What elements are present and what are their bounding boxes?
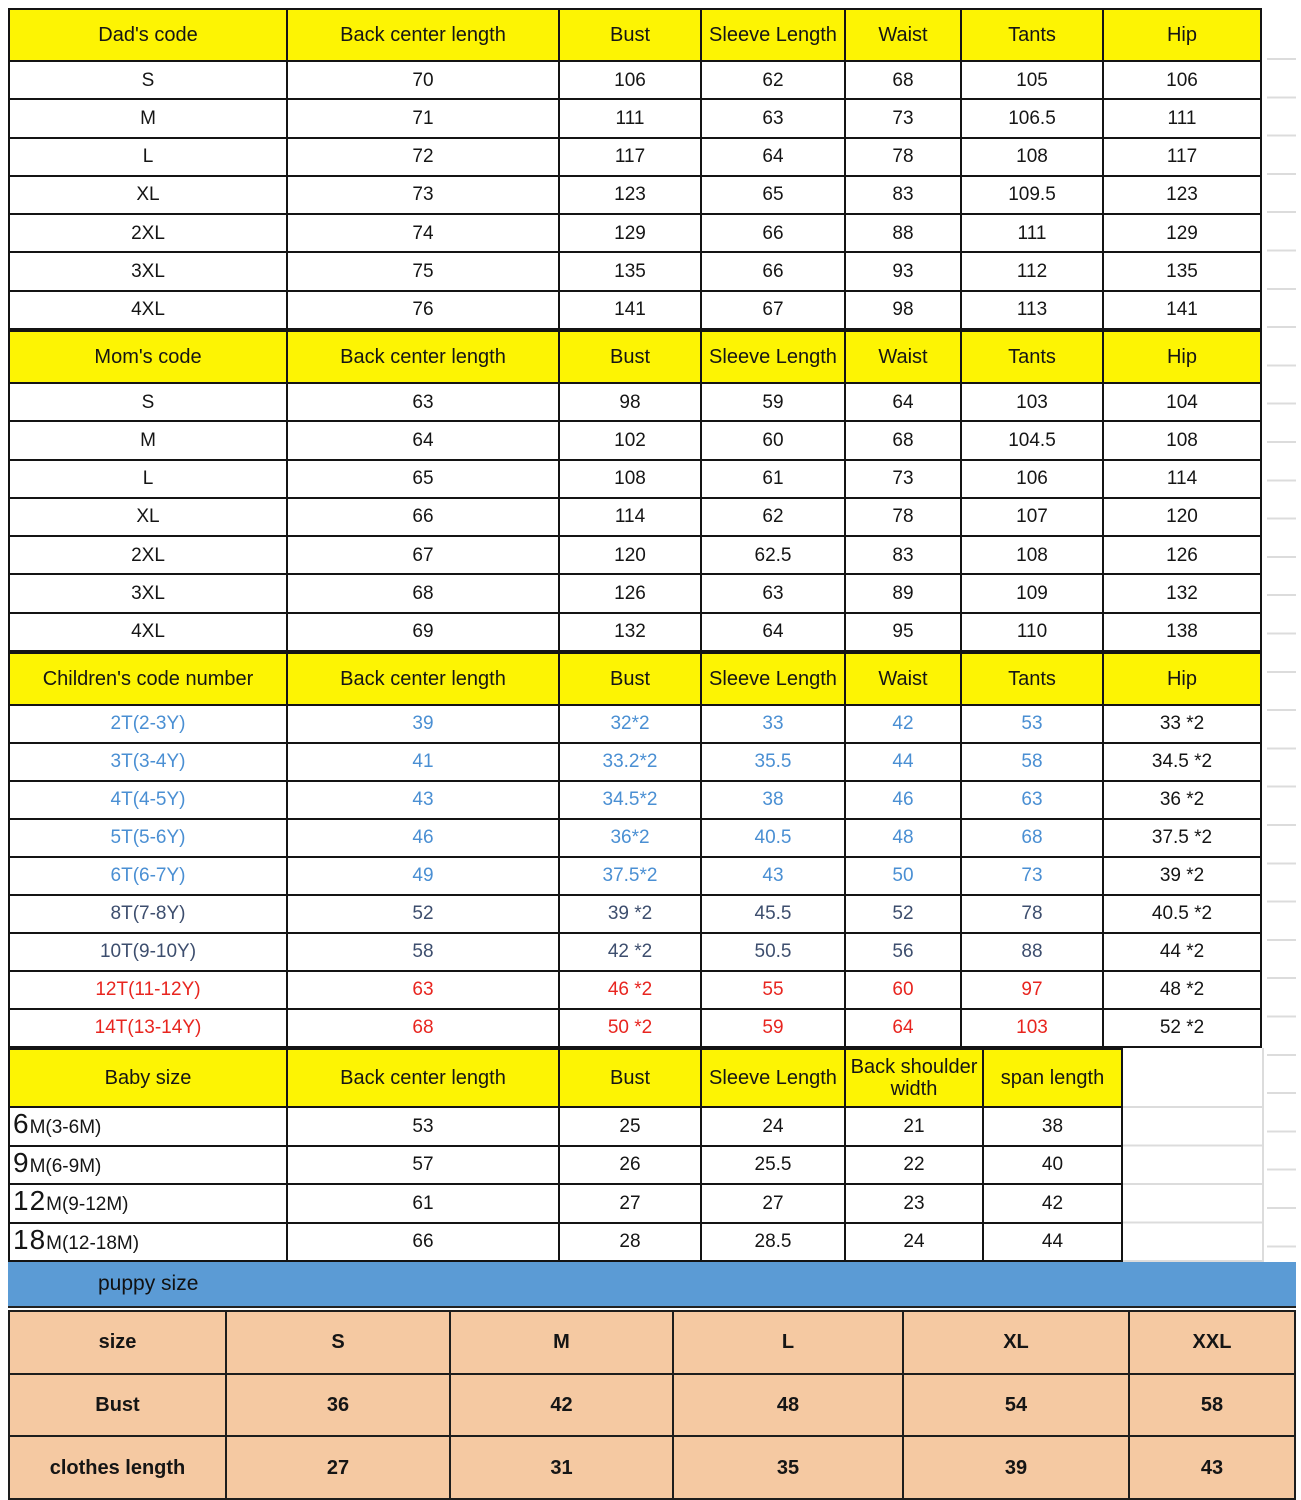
- sleeve-length-cell: 55: [702, 972, 844, 1008]
- size-code-cell: XL: [10, 499, 286, 535]
- puppy-size-xl-cell: XL: [904, 1312, 1128, 1373]
- waist-cell: 78: [846, 499, 960, 535]
- column-header-bust: Bust: [560, 10, 700, 60]
- bust-cell: 98: [560, 384, 700, 420]
- back-center-length-cell: 43: [288, 782, 558, 818]
- size-code-cell: 12T(11-12Y): [10, 972, 286, 1008]
- back-center-length-cell: 71: [288, 100, 558, 136]
- size-code-cell: 5T(5-6Y): [10, 820, 286, 856]
- size-code-cell: 2XL: [10, 537, 286, 573]
- bust-cell: 36*2: [560, 820, 700, 856]
- size-code-cell: 4XL: [10, 292, 286, 328]
- waist-cell: 56: [846, 934, 960, 970]
- bust-cell: 33.2*2: [560, 744, 700, 780]
- size-code-cell: S: [10, 384, 286, 420]
- hip-cell: 104: [1104, 384, 1260, 420]
- hip-cell: 36 *2: [1104, 782, 1260, 818]
- baby-size-cell: [10, 1185, 286, 1222]
- back-center-length-cell: 70: [288, 62, 558, 98]
- puppy-size-xxl-cell: 58: [1130, 1375, 1294, 1436]
- sleeve-length-cell: 60: [702, 422, 844, 458]
- sleeve-length-cell: 59: [702, 1010, 844, 1046]
- section-title-children: Children's code number: [10, 654, 286, 704]
- back-shoulder-width-cell: 23: [846, 1185, 982, 1222]
- column-header-back: Back center length: [288, 10, 558, 60]
- tants-cell: 111: [962, 215, 1102, 251]
- sleeve-length-cell: 38: [702, 782, 844, 818]
- bust-cell: 50 *2: [560, 1010, 700, 1046]
- size-code-cell: 6T(6-7Y): [10, 858, 286, 894]
- bust-cell: 106: [560, 62, 700, 98]
- bust-cell: 34.5*2: [560, 782, 700, 818]
- tants-cell: 109: [962, 575, 1102, 611]
- sleeve-length-cell: 24: [702, 1108, 844, 1145]
- bust-cell: 46 *2: [560, 972, 700, 1008]
- column-header-bust: Bust: [560, 1050, 700, 1106]
- baby-size-range: M(12-18M): [46, 1232, 140, 1254]
- tants-cell: 108: [962, 139, 1102, 175]
- back-center-length-cell: 74: [288, 215, 558, 251]
- waist-cell: 68: [846, 422, 960, 458]
- baby-size-cell: [10, 1108, 286, 1145]
- back-center-length-cell: 73: [288, 177, 558, 213]
- column-header-sleeve: Sleeve Length: [702, 654, 844, 704]
- back-center-length-cell: 46: [288, 820, 558, 856]
- hip-cell: 106: [1104, 62, 1260, 98]
- baby-size-number: 6: [13, 1108, 30, 1139]
- puppy-size-header-bar: [8, 1262, 1296, 1308]
- sleeve-length-cell: 28.5: [702, 1224, 844, 1261]
- hip-cell: 37.5 *2: [1104, 820, 1260, 856]
- waist-cell: 50: [846, 858, 960, 894]
- size-code-cell: M: [10, 422, 286, 458]
- baby-size-table: [8, 1048, 1123, 1262]
- sleeve-length-cell: 66: [702, 215, 844, 251]
- puppy-size-s-cell: 36: [227, 1375, 449, 1436]
- sleeve-length-cell: 40.5: [702, 820, 844, 856]
- sleeve-length-cell: 62.5: [702, 537, 844, 573]
- sleeve-length-cell: 25.5: [702, 1147, 844, 1184]
- waist-cell: 73: [846, 461, 960, 497]
- hip-cell: 108: [1104, 422, 1260, 458]
- section-title-puppy: puppy size: [98, 1272, 199, 1295]
- back-center-length-cell: 66: [288, 1224, 558, 1261]
- size-code-cell: 2T(2-3Y): [10, 706, 286, 742]
- bust-cell: 114: [560, 499, 700, 535]
- size-code-cell: 2XL: [10, 215, 286, 251]
- bust-cell: 42 *2: [560, 934, 700, 970]
- size-code-cell: L: [10, 461, 286, 497]
- back-center-length-cell: 53: [288, 1108, 558, 1145]
- back-center-length-cell: 41: [288, 744, 558, 780]
- tants-cell: 106: [962, 461, 1102, 497]
- column-header-back: Back center length: [288, 654, 558, 704]
- sleeve-length-cell: 43: [702, 858, 844, 894]
- waist-cell: 44: [846, 744, 960, 780]
- sleeve-length-cell: 61: [702, 461, 844, 497]
- waist-cell: 89: [846, 575, 960, 611]
- tants-cell: 106.5: [962, 100, 1102, 136]
- bust-cell: 129: [560, 215, 700, 251]
- hip-cell: 111: [1104, 100, 1260, 136]
- back-center-length-cell: 49: [288, 858, 558, 894]
- baby-size-number: 18: [13, 1223, 47, 1255]
- baby-size-range: M(6-9M): [29, 1155, 102, 1177]
- waist-cell: 83: [846, 177, 960, 213]
- back-center-length-cell: 68: [288, 1010, 558, 1046]
- back-center-length-cell: 63: [288, 972, 558, 1008]
- hip-cell: 114: [1104, 461, 1260, 497]
- back-center-length-cell: 64: [288, 422, 558, 458]
- tants-cell: 68: [962, 820, 1102, 856]
- waist-cell: 95: [846, 614, 960, 650]
- column-header-sleeve: Sleeve Length: [702, 10, 844, 60]
- puppy-size-xxl-cell: XXL: [1130, 1312, 1294, 1373]
- column-header-span: span length: [984, 1050, 1121, 1106]
- tants-cell: 109.5: [962, 177, 1102, 213]
- size-code-cell: 3XL: [10, 253, 286, 289]
- column-header-hip: Hip: [1104, 332, 1260, 382]
- tants-cell: 105: [962, 62, 1102, 98]
- sleeve-length-cell: 64: [702, 139, 844, 175]
- column-header-back: Back center length: [288, 332, 558, 382]
- back-center-length-cell: 69: [288, 614, 558, 650]
- column-header-tants: Tants: [962, 654, 1102, 704]
- hip-cell: 126: [1104, 537, 1260, 573]
- tants-cell: 113: [962, 292, 1102, 328]
- size-code-cell: M: [10, 100, 286, 136]
- hip-cell: 34.5 *2: [1104, 744, 1260, 780]
- back-center-length-cell: 72: [288, 139, 558, 175]
- waist-cell: 73: [846, 100, 960, 136]
- sleeve-length-cell: 64: [702, 614, 844, 650]
- hip-cell: 39 *2: [1104, 858, 1260, 894]
- puppy-size-xl-cell: 54: [904, 1375, 1128, 1436]
- tants-cell: 78: [962, 896, 1102, 932]
- size-code-cell: 4T(4-5Y): [10, 782, 286, 818]
- baby-size-number: 9: [13, 1146, 30, 1178]
- column-header-hip: Hip: [1104, 654, 1260, 704]
- waist-cell: 88: [846, 215, 960, 251]
- spreadsheet-gridline-vertical: [1262, 1048, 1264, 1262]
- spreadsheet-gridline-strip: [1267, 58, 1296, 1262]
- back-center-length-cell: 76: [288, 292, 558, 328]
- sleeve-length-cell: 65: [702, 177, 844, 213]
- back-center-length-cell: 66: [288, 499, 558, 535]
- bust-cell: 117: [560, 139, 700, 175]
- tants-cell: 110: [962, 614, 1102, 650]
- hip-cell: 132: [1104, 575, 1260, 611]
- back-center-length-cell: 39: [288, 706, 558, 742]
- size-code-cell: XL: [10, 177, 286, 213]
- tants-cell: 63: [962, 782, 1102, 818]
- dads-size-table: [8, 8, 1262, 330]
- baby-size-number: 12: [13, 1185, 47, 1216]
- bust-cell: 25: [560, 1108, 700, 1145]
- bust-cell: 37.5*2: [560, 858, 700, 894]
- size-code-cell: 8T(7-8Y): [10, 896, 286, 932]
- sleeve-length-cell: 27: [702, 1185, 844, 1222]
- hip-cell: 129: [1104, 215, 1260, 251]
- bust-cell: 32*2: [560, 706, 700, 742]
- sleeve-length-cell: 50.5: [702, 934, 844, 970]
- hip-cell: 117: [1104, 139, 1260, 175]
- sleeve-length-cell: 62: [702, 499, 844, 535]
- waist-cell: 60: [846, 972, 960, 1008]
- tants-cell: 58: [962, 744, 1102, 780]
- size-code-cell: 10T(9-10Y): [10, 934, 286, 970]
- waist-cell: 52: [846, 896, 960, 932]
- puppy-size-l-cell: 35: [674, 1437, 902, 1498]
- tants-cell: 88: [962, 934, 1102, 970]
- tants-cell: 73: [962, 858, 1102, 894]
- back-center-length-cell: 52: [288, 896, 558, 932]
- baby-size-cell: [10, 1224, 286, 1261]
- hip-cell: 138: [1104, 614, 1260, 650]
- moms-size-table: [8, 330, 1262, 652]
- waist-cell: 64: [846, 384, 960, 420]
- baby-size-cell: [10, 1147, 286, 1184]
- column-header-waist: Waist: [846, 332, 960, 382]
- back-center-length-cell: 75: [288, 253, 558, 289]
- bust-cell: 126: [560, 575, 700, 611]
- waist-cell: 42: [846, 706, 960, 742]
- bust-cell: 108: [560, 461, 700, 497]
- puppy-size-s-cell: S: [227, 1312, 449, 1373]
- tants-cell: 103: [962, 1010, 1102, 1046]
- column-header-waist: Waist: [846, 10, 960, 60]
- hip-cell: 135: [1104, 253, 1260, 289]
- hip-cell: 141: [1104, 292, 1260, 328]
- size-code-cell: 14T(13-14Y): [10, 1010, 286, 1046]
- span-length-cell: 44: [984, 1224, 1121, 1261]
- column-header-bust: Bust: [560, 332, 700, 382]
- bust-cell: 135: [560, 253, 700, 289]
- sleeve-length-cell: 67: [702, 292, 844, 328]
- bust-cell: 132: [560, 614, 700, 650]
- puppy-size-m-cell: 42: [451, 1375, 672, 1436]
- bust-cell: 111: [560, 100, 700, 136]
- tants-cell: 97: [962, 972, 1102, 1008]
- back-center-length-cell: 68: [288, 575, 558, 611]
- size-code-cell: 3T(3-4Y): [10, 744, 286, 780]
- column-header-tants: Tants: [962, 10, 1102, 60]
- puppy-row-label-cell: clothes length: [10, 1437, 225, 1498]
- span-length-cell: 42: [984, 1185, 1121, 1222]
- puppy-size-l-cell: 48: [674, 1375, 902, 1436]
- section-title-dad: Dad's code: [10, 10, 286, 60]
- waist-cell: 98: [846, 292, 960, 328]
- back-shoulder-width-cell: 24: [846, 1224, 982, 1261]
- tants-cell: 107: [962, 499, 1102, 535]
- sleeve-length-cell: 59: [702, 384, 844, 420]
- puppy-row-label-cell: size: [10, 1312, 225, 1373]
- back-center-length-cell: 67: [288, 537, 558, 573]
- tants-cell: 108: [962, 537, 1102, 573]
- bust-cell: 123: [560, 177, 700, 213]
- back-shoulder-width-cell: 22: [846, 1147, 982, 1184]
- tants-cell: 112: [962, 253, 1102, 289]
- waist-cell: 83: [846, 537, 960, 573]
- puppy-size-xl-cell: 39: [904, 1437, 1128, 1498]
- section-title-baby: Baby size: [10, 1050, 286, 1106]
- hip-cell: 120: [1104, 499, 1260, 535]
- span-length-cell: 38: [984, 1108, 1121, 1145]
- column-header-tants: Tants: [962, 332, 1102, 382]
- puppy-size-m-cell: 31: [451, 1437, 672, 1498]
- puppy-size-table: [8, 1310, 1296, 1500]
- tants-cell: 104.5: [962, 422, 1102, 458]
- hip-cell: 40.5 *2: [1104, 896, 1260, 932]
- bust-cell: 141: [560, 292, 700, 328]
- tants-cell: 53: [962, 706, 1102, 742]
- hip-cell: 52 *2: [1104, 1010, 1260, 1046]
- waist-cell: 64: [846, 1010, 960, 1046]
- puppy-row-label-cell: Bust: [10, 1375, 225, 1436]
- baby-size-range: M(9-12M): [46, 1194, 129, 1215]
- puppy-size-m-cell: M: [451, 1312, 672, 1373]
- size-code-cell: 3XL: [10, 575, 286, 611]
- size-code-cell: S: [10, 62, 286, 98]
- bust-cell: 26: [560, 1147, 700, 1184]
- waist-cell: 68: [846, 62, 960, 98]
- waist-cell: 46: [846, 782, 960, 818]
- waist-cell: 78: [846, 139, 960, 175]
- column-header-shoulder: Back shoulder width: [846, 1050, 982, 1106]
- column-header-sleeve: Sleeve Length: [702, 1050, 844, 1106]
- bust-cell: 120: [560, 537, 700, 573]
- children-size-table: [8, 652, 1262, 1048]
- hip-cell: 44 *2: [1104, 934, 1260, 970]
- waist-cell: 48: [846, 820, 960, 856]
- column-header-waist: Waist: [846, 654, 960, 704]
- bust-cell: 28: [560, 1224, 700, 1261]
- baby-size-range: M(3-6M): [29, 1117, 102, 1138]
- column-header-hip: Hip: [1104, 10, 1260, 60]
- tants-cell: 103: [962, 384, 1102, 420]
- bust-cell: 27: [560, 1185, 700, 1222]
- column-header-back: Back center length: [288, 1050, 558, 1106]
- sleeve-length-cell: 45.5: [702, 896, 844, 932]
- puppy-size-s-cell: 27: [227, 1437, 449, 1498]
- sleeve-length-cell: 62: [702, 62, 844, 98]
- column-header-bust: Bust: [560, 654, 700, 704]
- bust-cell: 39 *2: [560, 896, 700, 932]
- spreadsheet-gridline-gap: [1123, 1106, 1262, 1262]
- size-code-cell: 4XL: [10, 614, 286, 650]
- waist-cell: 93: [846, 253, 960, 289]
- sleeve-length-cell: 33: [702, 706, 844, 742]
- column-header-sleeve: Sleeve Length: [702, 332, 844, 382]
- hip-cell: 48 *2: [1104, 972, 1260, 1008]
- sleeve-length-cell: 66: [702, 253, 844, 289]
- back-center-length-cell: 63: [288, 384, 558, 420]
- bust-cell: 102: [560, 422, 700, 458]
- back-shoulder-width-cell: 21: [846, 1108, 982, 1145]
- sleeve-length-cell: 35.5: [702, 744, 844, 780]
- hip-cell: 123: [1104, 177, 1260, 213]
- span-length-cell: 40: [984, 1147, 1121, 1184]
- section-title-mom: Mom's code: [10, 332, 286, 382]
- back-center-length-cell: 58: [288, 934, 558, 970]
- sleeve-length-cell: 63: [702, 575, 844, 611]
- back-center-length-cell: 57: [288, 1147, 558, 1184]
- back-center-length-cell: 61: [288, 1185, 558, 1222]
- hip-cell: 33 *2: [1104, 706, 1260, 742]
- back-center-length-cell: 65: [288, 461, 558, 497]
- sleeve-length-cell: 63: [702, 100, 844, 136]
- size-code-cell: L: [10, 139, 286, 175]
- puppy-size-xxl-cell: 43: [1130, 1437, 1294, 1498]
- puppy-size-l-cell: L: [674, 1312, 902, 1373]
